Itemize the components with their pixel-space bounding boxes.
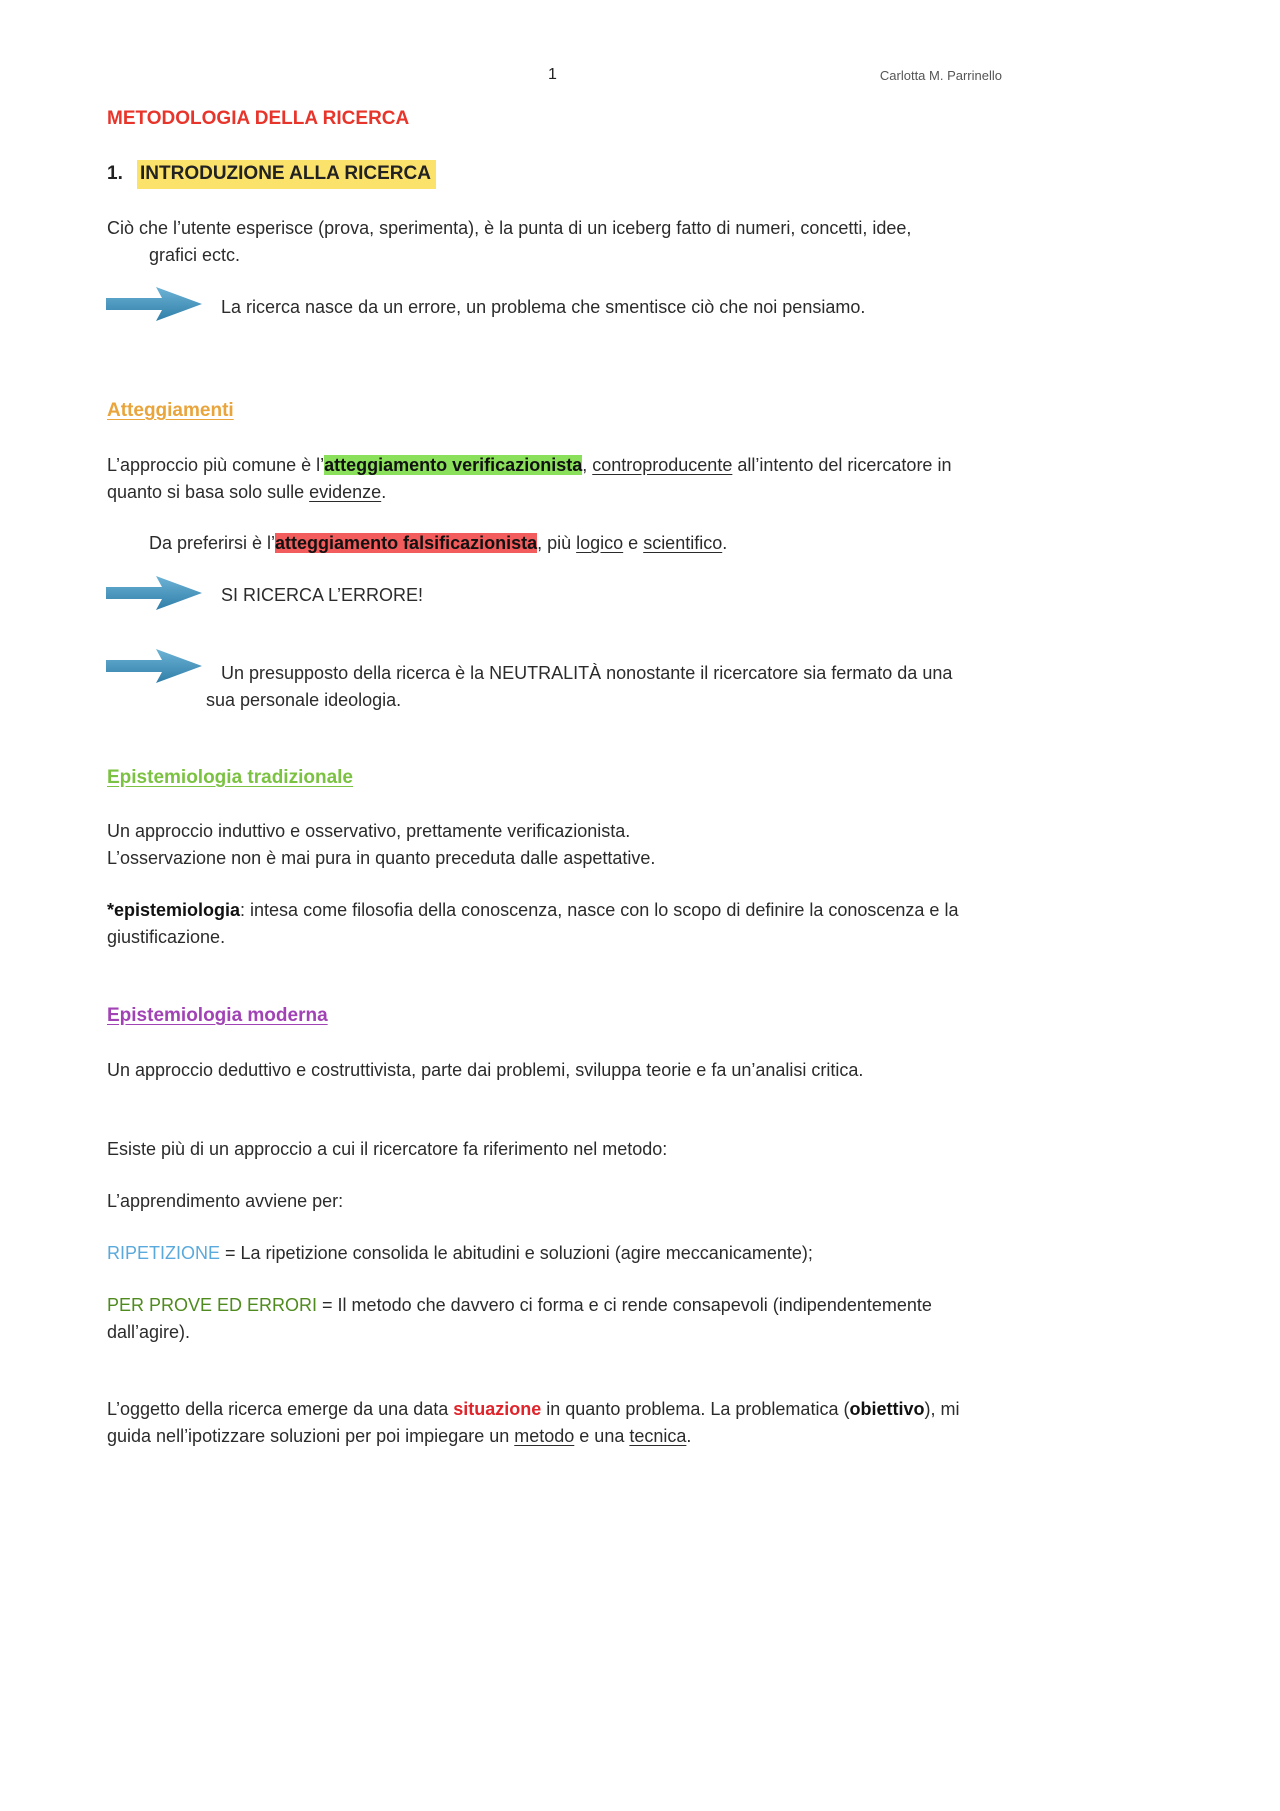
highlight-falsificazionista: atteggiamento falsificazionista [275, 533, 538, 553]
atteggiamenti-paragraph-1 [107, 452, 951, 479]
epistemiologia-definition [107, 897, 958, 924]
tradizionale-line-2: L’osservazione non è mai pura in quanto preceduta dalle aspettative. [107, 848, 656, 868]
text-span: L’approccio più comune è l’ [107, 455, 325, 475]
definition-term: *epistemiologia [107, 900, 241, 920]
moderna-line-1: Un approccio deduttivo e costruttivista, parte dai problemi, sviluppa teorie e fa un’analisi critica. [107, 1060, 864, 1080]
underlined-metodo: metodo [514, 1426, 575, 1446]
text-span: e [623, 533, 644, 553]
underlined-scientifico: scientifico [643, 533, 723, 553]
arrow-right-icon [104, 575, 204, 611]
keyword-situazione: situazione [453, 1399, 542, 1419]
oggetto-paragraph [107, 1396, 959, 1423]
text-span: : intesa come filosofia della conoscenza, nasce con lo scopo di definire la conoscenza e la [240, 900, 959, 920]
intro-line-2: grafici ectc. [149, 245, 241, 265]
tradizionale-line-1: Un approccio induttivo e osservativo, prettamente verificazionista. [107, 821, 631, 841]
apprendimento-label: L’apprendimento avviene per: [107, 1191, 344, 1211]
text-span: guida nell’ipotizzare soluzioni per poi impiegare un [107, 1426, 515, 1446]
atteggiamenti-paragraph-1-line-2 [107, 479, 386, 506]
epistemiologia-definition-line-2: giustificazione. [107, 927, 226, 947]
text-span: ), mi [924, 1399, 960, 1419]
text-span: L’oggetto della ricerca emerge da una data [107, 1399, 454, 1419]
text-span: , più [537, 533, 577, 553]
arrow-right-icon [104, 286, 204, 322]
text-span: in quanto problema. La problematica ( [541, 1399, 850, 1419]
text-span: . [381, 482, 387, 502]
ripetizione-term: RIPETIZIONE [107, 1243, 221, 1263]
arrow-right-icon [104, 648, 204, 684]
text-span: . [686, 1426, 692, 1446]
prove-errori-item [107, 1292, 932, 1319]
underlined-evidenze: evidenze [309, 482, 382, 502]
intro-arrow-note: La ricerca nasce da un errore, un problema che smentisce ciò che noi pensiamo. [221, 297, 866, 317]
highlight-verificazionista: atteggiamento verificazionista [324, 455, 583, 475]
intro-line-1: Ciò che l’utente esperisce (prova, sperimenta), è la punta di un iceberg fatto di numeri, concetti, idee, [107, 218, 912, 238]
section-title: INTRODUZIONE ALLA RICERCA [137, 160, 436, 189]
page-number: 1 [548, 66, 557, 83]
author-name: Carlotta M. Parrinello [879, 68, 1002, 83]
text-span: e una [574, 1426, 630, 1446]
text-span: = La ripetizione consolida le abitudini e soluzioni (agire meccanicamente); [220, 1243, 813, 1263]
document-title: METODOLOGIA DELLA RICERCA [107, 108, 410, 129]
underlined-controproducente: controproducente [592, 455, 733, 475]
text-span: Da preferirsi è l’ [149, 533, 276, 553]
prove-errori-line-2: dall’agire). [107, 1322, 191, 1342]
keyword-obiettivo: obiettivo [849, 1399, 925, 1419]
underlined-tecnica: tecnica [629, 1426, 687, 1446]
text-span: = Il metodo che davvero ci forma e ci rende consapevoli (indipendentemente [317, 1295, 932, 1315]
heading-epistemiologia-tradizionale: Epistemiologia tradizionale [107, 767, 353, 788]
underlined-logico: logico [576, 533, 624, 553]
text-span: , [582, 455, 593, 475]
arrow-note-neutralita-line-2: sua personale ideologia. [206, 690, 402, 710]
text-span: all’intento del ricercatore in [732, 455, 952, 475]
arrow-note-neutralita: Un presupposto della ricerca è la NEUTRALITÀ nonostante il ricercatore sia fermato da una [221, 663, 953, 683]
section-number: 1. [107, 163, 123, 184]
heading-epistemiologia-moderna: Epistemiologia moderna [107, 1005, 328, 1026]
prove-errori-term: PER PROVE ED ERRORI [107, 1295, 318, 1315]
text-span: quanto si basa solo sulle [107, 482, 310, 502]
heading-atteggiamenti: Atteggiamenti [107, 400, 234, 421]
approccio-intro: Esiste più di un approccio a cui il ricercatore fa riferimento nel metodo: [107, 1139, 668, 1159]
atteggiamenti-paragraph-2 [149, 530, 727, 557]
arrow-note-errore: SI RICERCA L’ERRORE! [221, 585, 424, 605]
ripetizione-item [107, 1240, 813, 1267]
text-span: . [722, 533, 728, 553]
oggetto-paragraph-line-2 [107, 1423, 691, 1450]
